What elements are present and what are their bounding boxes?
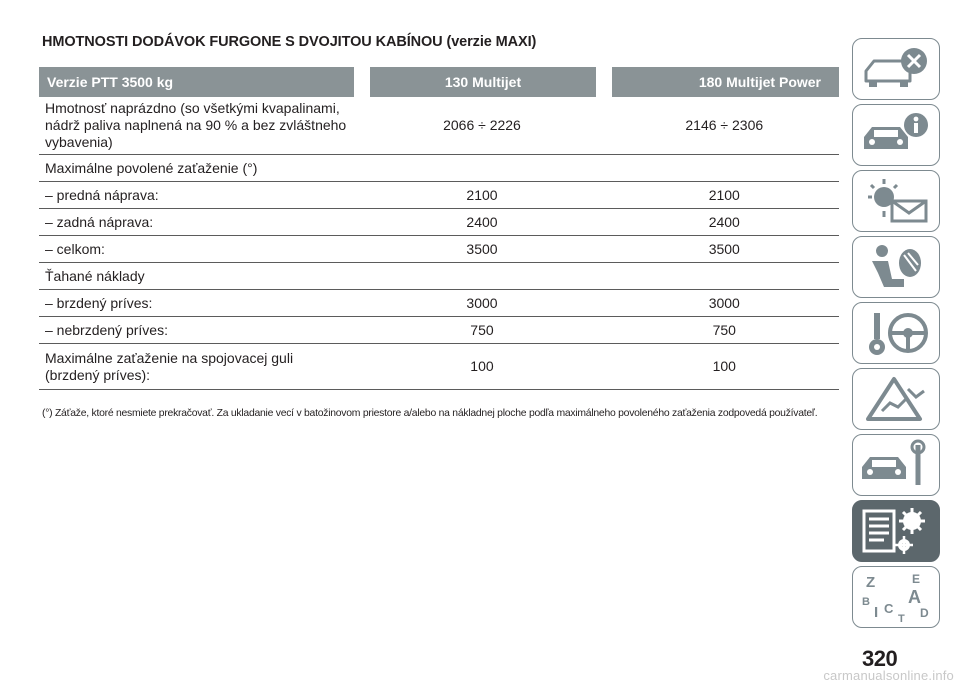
cell-value: 3500 [612,236,839,263]
table-row [39,290,839,317]
cell-value: 100 [370,344,597,390]
cell-value [612,263,839,290]
index-letter: Z [866,574,876,591]
row-label: – zadná náprava: [39,209,354,236]
cell-value: 2100 [370,182,597,209]
row-label: – nebrzdený príves: [39,317,354,344]
warning-lights-message-icon [858,175,934,227]
row-label: – celkom: [39,236,354,263]
cell-value: 2100 [612,182,839,209]
row-label: Ťahané náklady [39,263,354,290]
row-label: Maximálne zaťaženie na spojovacej guli (brzdený príves): [39,344,354,390]
technical-data-gear-icon [858,505,934,557]
page-title: HMOTNOSTI DODÁVOK FURGONE S DVOJITOU KABÍNOU (verzie MAXI) [42,34,537,50]
index-letter: E [912,572,921,586]
table-row [39,317,839,344]
chapter-tab-maintenance[interactable] [852,434,940,496]
cell-value: 750 [612,317,839,344]
index-letter: T [898,613,905,623]
row-label: – brzdený príves: [39,290,354,317]
table-row [39,182,839,209]
table-row [39,155,839,182]
chapter-tab-index[interactable] [852,566,940,628]
cell-value: 100 [612,344,839,390]
row-label: – predná náprava: [39,182,354,209]
row-label: Hmotnosť naprázdno (so všetkými kvapalinami, nádrž paliva naplnená na 90 % a bez zvláštneho vybavenia) [39,97,354,155]
car-info-icon [858,43,934,95]
index-letter: C [884,601,894,616]
chapter-tab-dashboard[interactable] [852,38,940,100]
chapter-tab-starting[interactable] [852,302,940,364]
index-letter: I [874,604,879,621]
seat-airbag-icon [858,241,934,293]
emergency-triangle-icon [858,373,934,425]
chapter-tab-safety[interactable] [852,236,940,298]
table-row [39,344,839,390]
index-letter: A [908,587,921,607]
page-number: 320 [862,646,898,671]
cell-value: 3000 [612,290,839,317]
cell-value [612,155,839,182]
car-info-i-icon [858,109,934,161]
header-180-multijet-power: 180 Multijet Power [612,67,839,97]
weights-table [39,67,839,390]
table-row [39,236,839,263]
header-version: Verzie PTT 3500 kg [39,67,354,97]
chapter-tab-warnings[interactable] [852,170,940,232]
cell-value [370,155,597,182]
steering-key-icon [858,307,934,359]
header-130-multijet: 130 Multijet [370,67,597,97]
cell-value: 3000 [370,290,597,317]
cell-value: 2066 ÷ 2226 [370,97,597,155]
chapter-tab-vehicle[interactable] [852,104,940,166]
cell-value: 2146 ÷ 2306 [612,97,839,155]
footnote: (°) Záťaže, ktoré nesmiete prekračovať. Za ukladanie vecí v batožinovom priestore a/alebo na nákladnej ploche podľa maximálneho povoleného zaťaženia zodpovedá používateľ. [42,408,818,419]
cell-value: 2400 [612,209,839,236]
table-row [39,263,839,290]
index-letter: D [920,606,929,620]
car-wrench-icon [858,439,934,491]
cell-value: 2400 [370,209,597,236]
table-header-row [39,67,839,97]
table-row [39,209,839,236]
cell-value [370,263,597,290]
chapter-tab-technical-data[interactable] [852,500,940,562]
chapter-tab-emergency[interactable] [852,368,940,430]
watermark: carmanualsonline.info [823,668,954,683]
alphabetical-index-icon [858,571,934,623]
cell-value: 750 [370,317,597,344]
table-row [39,97,839,155]
index-letter: B [862,596,870,608]
row-label: Maximálne povolené zaťaženie (°) [39,155,354,182]
cell-value: 3500 [370,236,597,263]
chapter-nav [852,38,940,632]
